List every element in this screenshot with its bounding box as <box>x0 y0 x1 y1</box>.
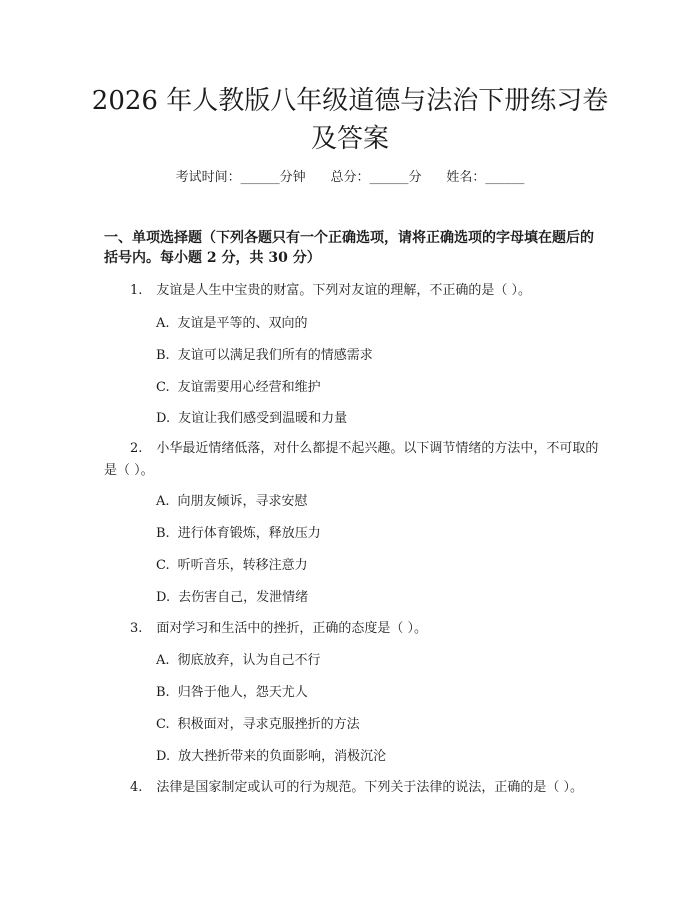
name-label: 姓名： <box>446 170 486 185</box>
question-number: 3. <box>130 621 143 636</box>
question-1-option-c <box>156 378 321 398</box>
option-letter: C. <box>156 380 170 395</box>
option-text: 去伤害自己，发泄情绪 <box>178 590 309 605</box>
question-2-option-c <box>156 556 308 576</box>
question-4 <box>104 777 604 799</box>
question-1-option-a <box>156 314 308 334</box>
question-2 <box>104 438 604 482</box>
exam-info-line <box>0 168 700 188</box>
option-text: 归咎于他人，怨天尤人 <box>177 685 308 700</box>
question-number: 4. <box>130 780 143 795</box>
question-3-option-a <box>156 651 321 671</box>
option-text: 进行体育锻炼，释放压力 <box>177 526 321 541</box>
option-letter: A. <box>156 316 170 331</box>
question-3-option-b <box>156 683 308 703</box>
score-blank: ______ <box>369 170 409 185</box>
option-text: 向朋友倾诉，寻求安慰 <box>177 494 308 509</box>
score-label: 总分： <box>330 170 370 185</box>
option-letter: D. <box>156 411 171 426</box>
question-2-option-b <box>156 524 321 544</box>
option-text: 友谊可以满足我们所有的情感需求 <box>177 348 373 363</box>
question-1-option-b <box>156 346 373 366</box>
question-2-option-a <box>156 492 308 512</box>
option-text: 积极面对，寻求克服挫折的方法 <box>177 717 360 732</box>
question-number: 2. <box>130 441 143 456</box>
option-text: 友谊需要用心经营和维护 <box>177 380 321 395</box>
option-text: 彻底放弃，认为自己不行 <box>177 653 321 668</box>
question-stem: 面对学习和生活中的挫折，正确的态度是（ ）。 <box>156 621 428 636</box>
score-unit: 分 <box>408 170 422 185</box>
name-blank: ______ <box>485 170 525 185</box>
question-3-option-d <box>156 747 386 767</box>
option-letter: B. <box>156 526 170 541</box>
option-text: 友谊让我们感受到温暖和力量 <box>178 411 348 426</box>
option-letter: D. <box>156 749 171 764</box>
option-letter: A. <box>156 653 170 668</box>
option-text: 放大挫折带来的负面影响，消极沉沦 <box>178 749 387 764</box>
question-1 <box>104 280 604 302</box>
time-label: 考试时间： <box>175 170 241 185</box>
page-title: 2026 年人教版八年级道德与法治下册练习卷及答案 <box>91 86 609 154</box>
option-text: 友谊是平等的、双向的 <box>177 316 308 331</box>
option-letter: C. <box>156 717 170 732</box>
option-text: 听听音乐，转移注意力 <box>177 558 308 573</box>
section-heading: 一、单项选择题（下列各题只有一个正确选项，请将正确选项的字母填在题后的括号内。每小题 2 分，共 30 分） <box>104 230 594 266</box>
option-letter: A. <box>156 494 170 509</box>
time-blank: ______ <box>240 170 280 185</box>
question-stem: 小华最近情绪低落，对什么都提不起兴趣。以下调节情绪的方法中，不可取的是（ ）。 <box>104 441 599 478</box>
question-3 <box>104 618 604 640</box>
option-letter: B. <box>156 348 170 363</box>
question-2-option-d <box>156 588 308 608</box>
question-stem: 法律是国家制定或认可的行为规范。下列关于法律的说法，正确的是（ ）。 <box>156 780 584 795</box>
option-letter: B. <box>156 685 170 700</box>
time-unit: 分钟 <box>279 170 306 185</box>
option-letter: C. <box>156 558 170 573</box>
question-number: 1. <box>130 283 143 298</box>
question-stem: 友谊是人生中宝贵的财富。下列对友谊的理解，不正确的是（ ）。 <box>156 283 532 298</box>
question-3-option-c <box>156 715 360 735</box>
question-1-option-d <box>156 409 347 429</box>
option-letter: D. <box>156 590 171 605</box>
